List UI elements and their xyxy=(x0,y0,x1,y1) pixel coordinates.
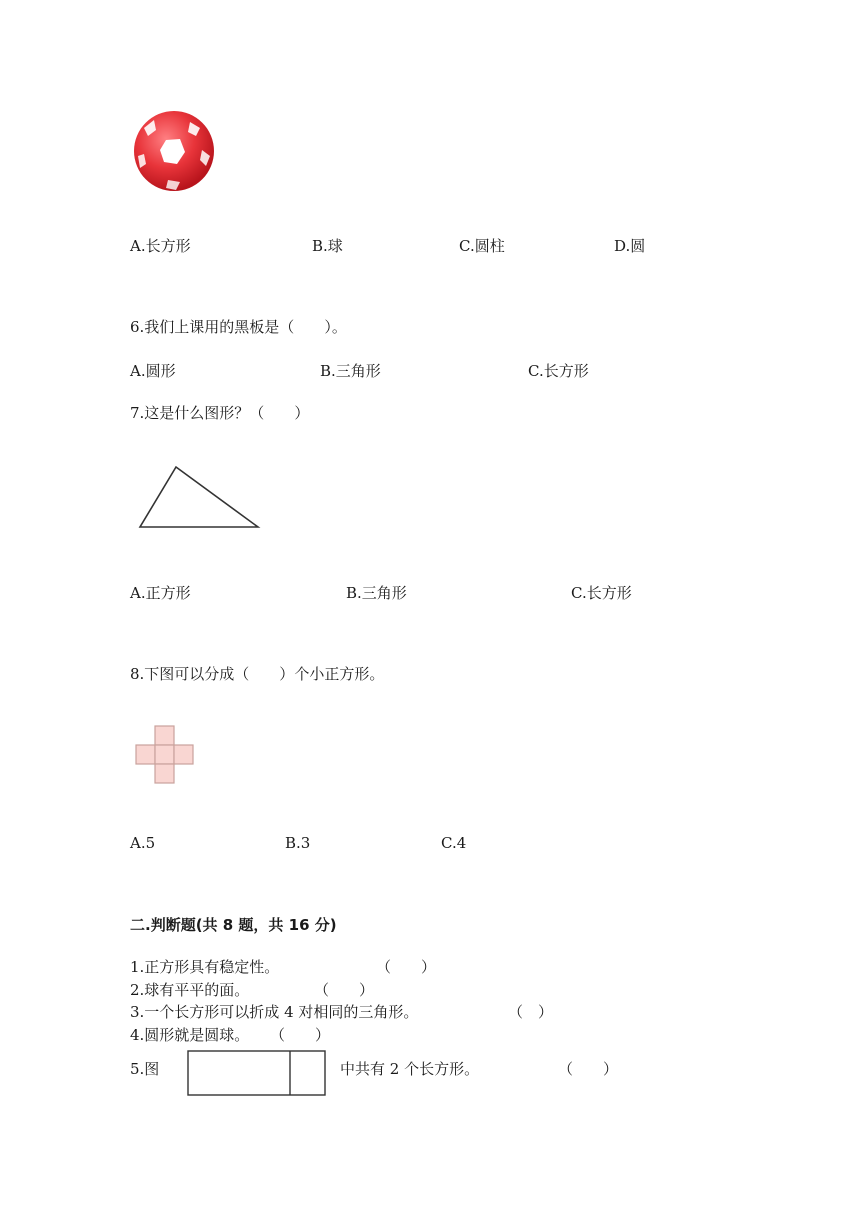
judge-item-5-bracket[interactable]: （ ） xyxy=(558,1060,619,1078)
q8-question: 8.下图可以分成（ ）个小正方形。 xyxy=(130,665,385,683)
q5-option-c[interactable]: C.圆柱 xyxy=(459,237,505,255)
judge-item-3-bracket[interactable]: （ ） xyxy=(508,1003,554,1021)
q6-option-a[interactable]: A.圆形 xyxy=(130,362,176,380)
q8-option-c[interactable]: C.4 xyxy=(441,834,467,852)
section-heading: 二.判断题(共 8 题，共 16 分) xyxy=(130,916,337,934)
q6-question: 6.我们上课用的黑板是（ ）。 xyxy=(130,318,347,336)
q6-option-c[interactable]: C.长方形 xyxy=(528,362,589,380)
ball-image xyxy=(130,106,220,196)
q5-option-a[interactable]: A.长方形 xyxy=(130,237,191,255)
q5-option-b[interactable]: B.球 xyxy=(312,237,343,255)
triangle-figure xyxy=(136,462,266,532)
judge-item-4-text: 4.圆形就是圆球。 xyxy=(130,1026,250,1044)
rectangle-figure xyxy=(186,1049,328,1097)
q7-option-c[interactable]: C.长方形 xyxy=(571,584,632,602)
cross-squares-figure xyxy=(135,725,197,787)
judge-item-3-text: 3.一个长方形可以折成 4 对相同的三角形。 xyxy=(130,1003,419,1021)
q8-option-b[interactable]: B.3 xyxy=(285,834,311,852)
q7-option-b[interactable]: B.三角形 xyxy=(346,584,407,602)
judge-item-2-text: 2.球有平平的面。 xyxy=(130,981,250,999)
q6-option-b[interactable]: B.三角形 xyxy=(320,362,381,380)
judge-item-5-prefix: 5.图 xyxy=(130,1060,160,1078)
q5-option-d[interactable]: D.圆 xyxy=(614,237,646,255)
q7-option-a[interactable]: A.正方形 xyxy=(130,584,191,602)
judge-item-1-bracket[interactable]: （ ） xyxy=(376,958,437,976)
judge-item-4-bracket[interactable]: （ ） xyxy=(270,1026,331,1044)
judge-item-1-text: 1.正方形具有稳定性。 xyxy=(130,958,280,976)
q8-option-a[interactable]: A.5 xyxy=(130,834,156,852)
judge-item-5-suffix: 中共有 2 个长方形。 xyxy=(340,1060,480,1078)
q7-question: 7.这是什么图形？（ ） xyxy=(130,404,310,422)
judge-item-2-bracket[interactable]: （ ） xyxy=(314,981,375,999)
